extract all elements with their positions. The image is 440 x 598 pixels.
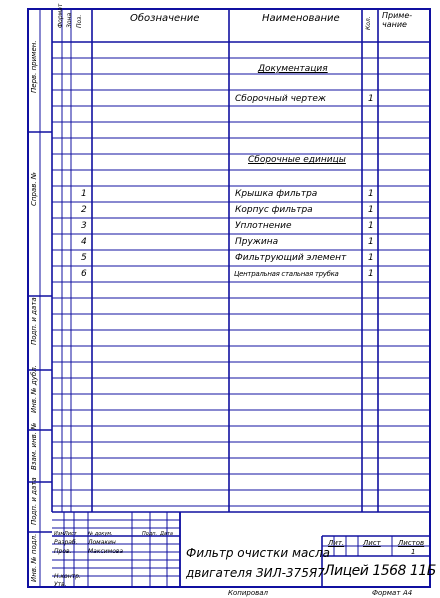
row-qty: 1 [368,94,374,104]
tb-organization: Лицей 1568 11Б [324,563,436,579]
row-name: Крышка фильтра [235,189,318,199]
row-pos: 6 [81,269,87,279]
header-name: Наименование [262,13,340,24]
row-pos: 2 [81,205,87,215]
tb-data: Дата [160,531,173,537]
tb-izm: Изм. [54,531,66,537]
row-name: Уплотнение [235,221,292,231]
row-name-documentation: Документация [258,64,328,74]
row-qty: 1 [368,237,374,247]
row-name: Пружина [235,237,279,247]
tb-title-line1: Фильтр очистки масла [186,546,330,560]
header-format: Формат [57,3,64,28]
row-qty: 1 [368,269,374,279]
tb-podp: Подп. [142,531,158,537]
footer-kopiroval: Копировал [228,589,268,597]
footer-format-value: А4 [403,589,413,597]
row-qty: 1 [368,189,374,199]
tb-list-label: Лист [363,539,381,547]
row-pos: 4 [81,237,87,247]
row-pos: 5 [81,253,87,263]
row-qty: 1 [368,205,374,215]
header-zone: Зона [66,12,73,28]
row-name-assembly-drawing: Сборочный чертеж [235,94,327,104]
label-sprav-no: Справ. № [30,171,38,206]
tb-listov-label: Листов [398,539,425,547]
label-podp-data-2: Подп. и дата [30,477,38,525]
tb-nkontr-label: Н.контр. [54,573,81,580]
tb-prov-label: Пров. [54,548,72,555]
header-pos: Поз. [76,14,83,28]
tb-listov-value: 1 [411,548,416,556]
row-name: Центральная стальная трубка [234,270,339,278]
row-name-assembly-units: Сборочные единицы [248,155,346,165]
row-name: Корпус фильтра [235,205,313,215]
tb-lit-label: Лит. [328,539,345,547]
row-qty: 1 [368,253,374,263]
header-note: Приме-чание [382,11,413,29]
label-podp-data-1: Подп. и дата [30,297,38,345]
tb-list: Лист [64,531,77,537]
label-inv-dubl: Инв. № дубл. [30,365,38,413]
row-qty: 1 [368,221,374,231]
label-perv-primen: Перв. примен. [30,40,38,93]
tb-doc-no: № докум. [88,531,113,537]
tb-utv-label: Утв. [54,581,67,588]
label-vzam-inv: Взам. инв. № [30,422,38,470]
tb-prov-name: Максимова [88,548,124,555]
header-designation: Обозначение [130,13,200,24]
tb-title-line2: двигателя ЗИЛ-375Я7 [186,566,325,580]
footer-format: Формат [372,589,401,597]
label-inv-podl: Инв. № подл. [30,533,38,582]
tb-razrab-name: Ломакин [88,539,116,546]
header-qty: Кол. [365,16,372,30]
tb-razrab-label: Разраб. [54,539,78,546]
row-pos: 3 [81,221,87,231]
row-name: Фильтрующий элемент [235,253,347,263]
row-pos: 1 [81,189,87,199]
